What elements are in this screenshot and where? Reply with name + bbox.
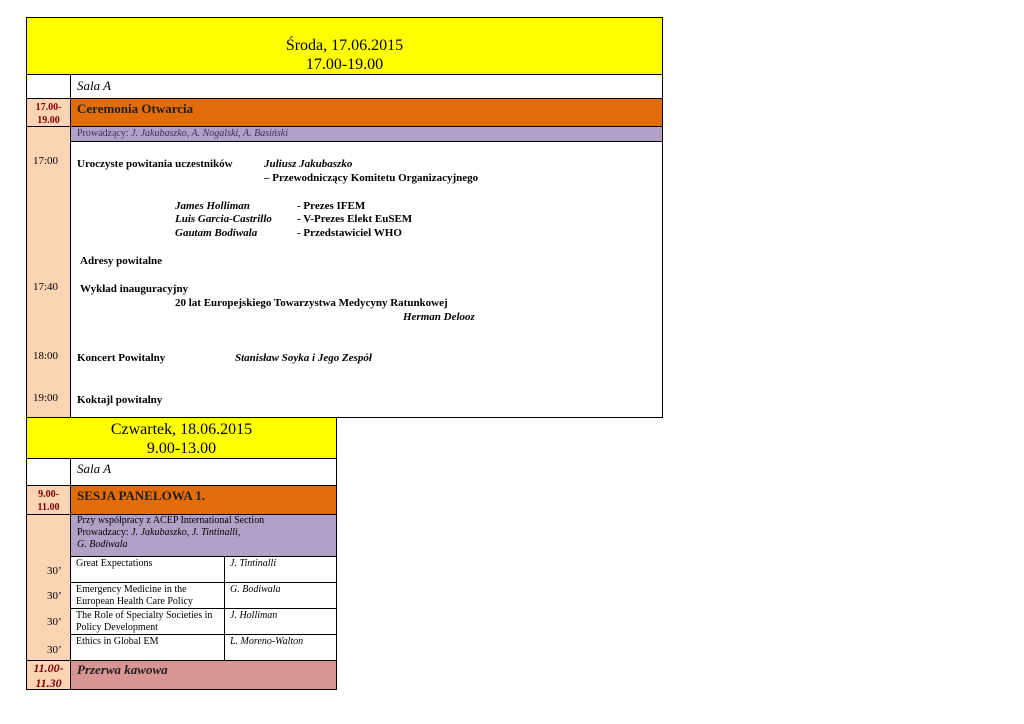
day2-session-time-end: 11.00 — [37, 502, 60, 513]
day2-room-time-cell — [27, 459, 71, 485]
talk-speaker: L. Moreno-Walton — [230, 636, 304, 647]
day2-room: Sala A — [77, 461, 112, 476]
day1-lecture-speaker: Herman Delooz — [403, 311, 475, 323]
day1-lecture-subtitle: 20 lat Europejskiego Towarzystwa Medycyny Ratunkowej — [175, 297, 448, 309]
day1-session-time-cell — [26, 99, 71, 127]
day1-room: Sala A — [77, 78, 112, 93]
day1-lecture-title: Wykład inauguracyjny — [80, 283, 189, 295]
day2-header — [26, 418, 337, 459]
day1-hours: 17.00-19.00 — [305, 56, 384, 73]
day2-session-time-cell — [26, 486, 71, 515]
day1-addresses: Adresy powitalne — [80, 255, 162, 267]
day2-moderators-label: Prowadzacy: — [77, 527, 129, 538]
break-time-start: 11.00- — [33, 661, 64, 675]
talk-title: Ethics in Global EM — [76, 636, 159, 647]
day1-welcome-title: Uroczyste powitania uczestników — [77, 158, 233, 170]
break-title: Przerwa kawowa — [77, 662, 168, 677]
day2-time-column — [26, 515, 71, 661]
break-row — [26, 661, 337, 690]
talk-title: The Role of Specialty Societies in Policy Development — [76, 610, 213, 633]
break-time-cell — [27, 661, 71, 689]
day1-guest-role: - Prezes IFEM — [297, 200, 366, 212]
day2-title: Czwartek, 18.06.2015 — [110, 421, 253, 438]
day2-moderators-line1: J. Jakubaszko, J. Tintinalli, — [131, 527, 241, 538]
day1-room-row — [26, 75, 663, 99]
day1-host-name: Juliusz Jakubaszko — [264, 158, 353, 170]
day1-time-1740: 17:40 — [33, 281, 59, 293]
talk-title: Great Expectations — [76, 558, 153, 569]
break-time-end: 11.30 — [35, 676, 62, 690]
day1-title: Środa, 17.06.2015 — [285, 37, 404, 54]
day1-guest-role: - V-Prezes Elekt EuSEM — [297, 213, 413, 225]
talk-duration: 30’ — [47, 565, 62, 577]
day1-guest-name: Gautam Bodiwala — [175, 227, 258, 239]
day1-header — [26, 17, 663, 75]
talk-duration: 30’ — [47, 590, 62, 602]
day1-time-1800: 18:00 — [33, 350, 59, 362]
day1-session-time-start: 17.00- — [35, 102, 62, 113]
day1-guest-name: Luis Garcia-Castrillo — [175, 213, 272, 225]
day2-hours: 9.00-13.00 — [146, 440, 217, 457]
day2-moderators-row — [70, 515, 337, 557]
day1-concert-title: Koncert Powitalny — [77, 352, 166, 364]
day2-moderators-line2: G. Bodiwala — [77, 539, 128, 550]
day2-session-time-start: 9.00- — [38, 489, 59, 500]
day1-concert-performer: Stanisław Soyka i Jego Zespół — [235, 352, 372, 364]
talk-title: Emergency Medicine in the European Health Care Policy — [76, 584, 193, 607]
day1-time-column — [26, 127, 71, 418]
day2-session-title: SESJA PANELOWA 1. — [77, 488, 205, 503]
day1-moderators-row — [70, 127, 663, 142]
day1-moderators-label: Prowadzący: — [77, 128, 129, 139]
talk-duration: 30’ — [47, 644, 62, 656]
day1-moderators: J. Jakubaszko, A. Nogalski, A. Basiński — [131, 128, 288, 139]
talk-speaker: G. Bodiwala — [230, 584, 281, 595]
day2-room-row — [26, 459, 337, 486]
day1-guest-name: James Holliman — [175, 200, 250, 212]
talk-duration: 30’ — [47, 616, 62, 628]
day1-room-time-cell — [27, 75, 71, 98]
day1-time-1700: 17:00 — [33, 155, 59, 167]
day2-coop: Przy współpracy z ACEP International Section — [77, 515, 265, 526]
day1-session-title: Ceremonia Otwarcia — [77, 101, 194, 116]
day1-guest-role: - Przedstawiciel WHO — [297, 227, 402, 239]
talk-speaker: J. Holliman — [230, 610, 278, 621]
talk-speaker: J. Tintinalli — [230, 558, 277, 569]
day1-time-1900: 19:00 — [33, 392, 59, 404]
day1-cocktail: Koktajl powitalny — [77, 394, 163, 406]
day1-host-role: – Przewodniczący Komitetu Organizacyjnego — [264, 172, 479, 184]
day1-session-time-end: 19.00 — [37, 115, 60, 126]
